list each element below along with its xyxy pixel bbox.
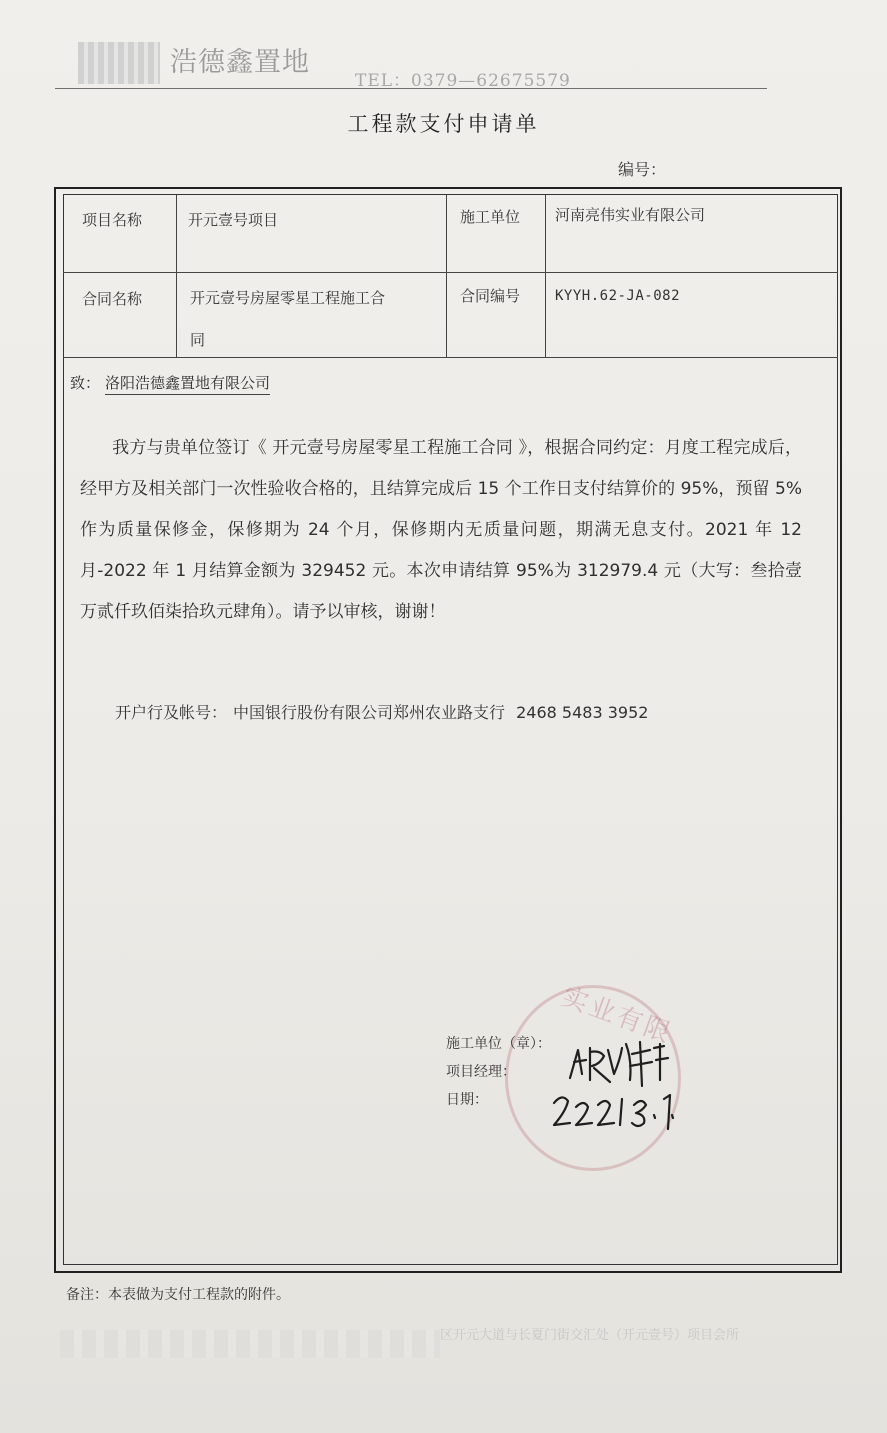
table-divider [176, 195, 177, 357]
application-paragraph: 我方与贵单位签订《 开元壹号房屋零星工程施工合同 》，根据合同约定：月度工程完成后，经甲方及相关部门一次性验收合格的，且结算完成后 15 个工作日支付结算价的 95%，预留 5%作为质量保修金，保修期为 24 个月，保修期内无质量问题，期满无息支付。2021 年 12 月-2022 年 1 月结算金额为 329452 元。本次申请结算 95%为 312979.4 元（大写：叁拾壹万贰仟玖佰柒拾玖元肆角）。请予以审核，谢谢！ [80, 438, 802, 622]
header-phone: TEL：0379—62675579 [355, 71, 571, 91]
serial-number-label: 编号： [618, 160, 667, 179]
application-body [80, 428, 802, 633]
handwritten-date [548, 1085, 698, 1133]
contractor-seal-label: 施工单位（章）： [446, 1036, 551, 1052]
seal-text: 实业有限 [557, 981, 677, 1050]
bank-account-line [115, 700, 648, 723]
date-label: 日期： [446, 1092, 488, 1108]
contract-name-value-line2: 同 [190, 331, 206, 349]
project-name-label: 项目名称 [82, 211, 143, 229]
document-title: 工程款支付申请单 [347, 112, 540, 136]
signoff-block [446, 1030, 551, 1114]
contract-name-label: 合同名称 [82, 290, 143, 308]
contract-number-value: KYYH.62-JA-082 [555, 288, 681, 304]
project-manager-label: 项目经理： [446, 1064, 516, 1080]
bank-label: 开户行及帐号： [115, 703, 228, 722]
table-divider [63, 357, 838, 358]
manager-signature [560, 1030, 690, 1090]
contract-number-label: 合同编号 [460, 287, 521, 305]
bank-name: 中国银行股份有限公司郑州农业路支行 [233, 703, 506, 722]
remark-note: 备注：本表做为支付工程款的附件。 [66, 1287, 290, 1303]
project-name-value: 开元壹号项目 [188, 211, 279, 229]
footer-smudge [60, 1330, 440, 1358]
brand-name: 浩德鑫置地 [170, 47, 310, 78]
footer-address: 区开元大道与长夏门街交汇处（开元壹号）项目会所 [440, 1328, 740, 1343]
addressee-label: 致： [70, 374, 101, 392]
header-divider [55, 88, 767, 89]
table-divider [63, 272, 838, 273]
company-logo [78, 42, 160, 84]
bank-account-number: 2468 5483 3952 [516, 703, 649, 722]
contractor-label: 施工单位 [460, 208, 521, 226]
contractor-value: 河南亮伟实业有限公司 [555, 206, 706, 224]
table-divider [545, 195, 546, 357]
addressee-company: 洛阳浩德鑫置地有限公司 [105, 372, 270, 395]
table-divider [446, 195, 447, 357]
contract-name-value-line1: 开元壹号房屋零星工程施工合 [190, 289, 386, 307]
